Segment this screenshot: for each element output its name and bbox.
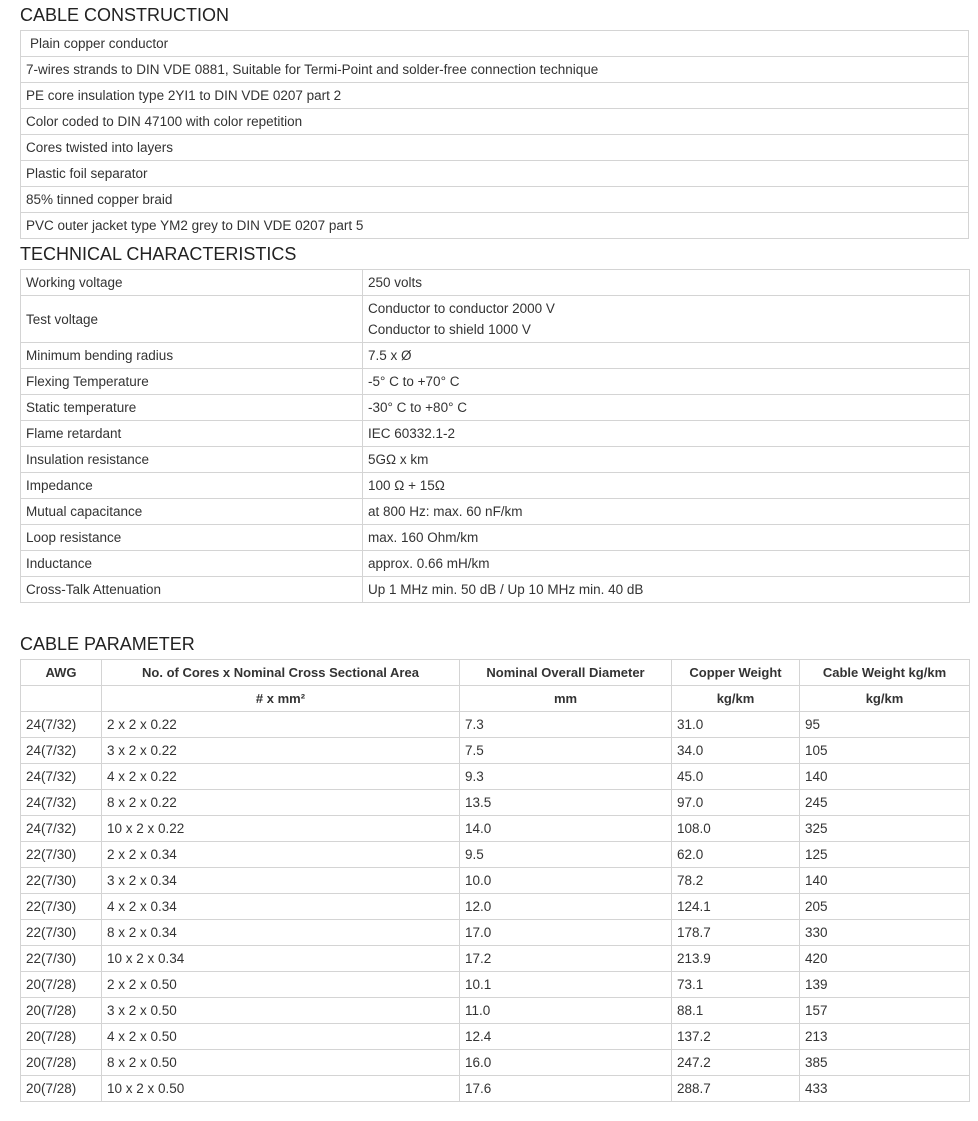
copper-weight-cell: 45.0 [672, 764, 800, 790]
awg-cell: 20(7/28) [21, 1076, 102, 1102]
table-row [21, 920, 970, 946]
construction-cell: PE core insulation type 2YI1 to DIN VDE 0207 part 2 [21, 83, 969, 109]
cores-cell: 8 x 2 x 0.22 [102, 790, 460, 816]
table-row [21, 551, 970, 577]
table-row [21, 447, 970, 473]
tech-label: Working voltage [21, 270, 363, 296]
column-header-diameter: Nominal Overall Diameter [460, 660, 672, 686]
cable-parameter-heading: CABLE PARAMETER [20, 634, 195, 654]
technical-characteristics-heading: TECHNICAL CHARACTERISTICS [20, 244, 297, 264]
diameter-cell: 17.0 [460, 920, 672, 946]
cable-weight-cell: 213 [800, 1024, 970, 1050]
section-spacer [20, 603, 969, 629]
table-row [21, 712, 970, 738]
copper-weight-cell: 97.0 [672, 790, 800, 816]
table-row [21, 187, 969, 213]
cores-cell: 10 x 2 x 0.22 [102, 816, 460, 842]
awg-cell: 22(7/30) [21, 894, 102, 920]
awg-cell: 22(7/30) [21, 842, 102, 868]
tech-value: at 800 Hz: max. 60 nF/km [363, 499, 970, 525]
copper-weight-cell: 178.7 [672, 920, 800, 946]
table-row [21, 421, 970, 447]
tech-value: 5GΩ x km [363, 447, 970, 473]
table-row [21, 57, 969, 83]
diameter-cell: 16.0 [460, 1050, 672, 1076]
diameter-cell: 17.2 [460, 946, 672, 972]
table-row [21, 135, 969, 161]
tech-label: Flame retardant [21, 421, 363, 447]
construction-cell: Cores twisted into layers [21, 135, 969, 161]
construction-cell: Color coded to DIN 47100 with color repetition [21, 109, 969, 135]
diameter-cell: 7.3 [460, 712, 672, 738]
table-row [21, 525, 970, 551]
copper-weight-cell: 137.2 [672, 1024, 800, 1050]
cores-cell: 4 x 2 x 0.34 [102, 894, 460, 920]
awg-cell: 22(7/30) [21, 868, 102, 894]
tech-label: Inductance [21, 551, 363, 577]
table-row [21, 473, 970, 499]
table-row [21, 894, 970, 920]
awg-cell: 20(7/28) [21, 1024, 102, 1050]
construction-cell: Plastic foil separator [21, 161, 969, 187]
header-row [21, 660, 970, 686]
table-row [21, 395, 970, 421]
tech-value [363, 296, 970, 343]
tech-label: Insulation resistance [21, 447, 363, 473]
diameter-cell: 13.5 [460, 790, 672, 816]
technical-characteristics-table [20, 269, 970, 603]
table-row [21, 764, 970, 790]
cable-weight-cell: 139 [800, 972, 970, 998]
cable-weight-cell: 140 [800, 868, 970, 894]
cable-parameter-table [20, 659, 970, 1102]
table-row [21, 868, 970, 894]
column-header-cores: No. of Cores x Nominal Cross Sectional Area [102, 660, 460, 686]
cable-weight-cell: 325 [800, 816, 970, 842]
cable-weight-cell: 105 [800, 738, 970, 764]
awg-cell: 20(7/28) [21, 972, 102, 998]
construction-cell: Plain copper conductor [21, 31, 969, 57]
awg-cell: 24(7/32) [21, 816, 102, 842]
awg-cell: 22(7/30) [21, 920, 102, 946]
unit-diameter: mm [460, 686, 672, 712]
table-row [21, 109, 969, 135]
table-row [21, 816, 970, 842]
cable-weight-cell: 95 [800, 712, 970, 738]
diameter-cell: 9.5 [460, 842, 672, 868]
tech-value: 250 volts [363, 270, 970, 296]
table-row [21, 998, 970, 1024]
diameter-cell: 17.6 [460, 1076, 672, 1102]
copper-weight-cell: 288.7 [672, 1076, 800, 1102]
cable-weight-cell: 330 [800, 920, 970, 946]
cores-cell: 3 x 2 x 0.34 [102, 868, 460, 894]
cores-cell: 10 x 2 x 0.50 [102, 1076, 460, 1102]
diameter-cell: 10.1 [460, 972, 672, 998]
diameter-cell: 10.0 [460, 868, 672, 894]
table-row [21, 790, 970, 816]
construction-cell: 7-wires strands to DIN VDE 0881, Suitable for Termi-Point and solder-free connection technique [21, 57, 969, 83]
cable-weight-cell: 420 [800, 946, 970, 972]
construction-cell: 85% tinned copper braid [21, 187, 969, 213]
unit-cable-weight: kg/km [800, 686, 970, 712]
cable-weight-cell: 245 [800, 790, 970, 816]
table-row [21, 213, 969, 239]
parameter-rows [21, 712, 970, 1102]
cores-cell: 3 x 2 x 0.22 [102, 738, 460, 764]
cable-weight-cell: 125 [800, 842, 970, 868]
cores-cell: 10 x 2 x 0.34 [102, 946, 460, 972]
tech-value: -5° C to +70° C [363, 369, 970, 395]
tech-value: 7.5 x Ø [363, 343, 970, 369]
tech-value: Up 1 MHz min. 50 dB / Up 10 MHz min. 40 dB [363, 577, 970, 603]
table-row [21, 946, 970, 972]
unit-cores: # x mm² [102, 686, 460, 712]
tech-label: Flexing Temperature [21, 369, 363, 395]
unit-awg [21, 686, 102, 712]
table-row [21, 577, 970, 603]
table-row [21, 296, 970, 343]
cable-construction-table [20, 30, 969, 239]
cores-cell: 2 x 2 x 0.22 [102, 712, 460, 738]
table-row [21, 1024, 970, 1050]
tech-value-line: Conductor to conductor 2000 V [368, 301, 555, 316]
copper-weight-cell: 88.1 [672, 998, 800, 1024]
copper-weight-cell: 213.9 [672, 946, 800, 972]
cores-cell: 2 x 2 x 0.50 [102, 972, 460, 998]
tech-value: 100 Ω + 15Ω [363, 473, 970, 499]
table-row [21, 499, 970, 525]
table-row [21, 270, 970, 296]
tech-label: Mutual capacitance [21, 499, 363, 525]
cable-weight-cell: 385 [800, 1050, 970, 1076]
cores-cell: 3 x 2 x 0.50 [102, 998, 460, 1024]
cores-cell: 4 x 2 x 0.50 [102, 1024, 460, 1050]
awg-cell: 24(7/32) [21, 764, 102, 790]
table-row [21, 972, 970, 998]
table-row [21, 369, 970, 395]
cable-weight-cell: 157 [800, 998, 970, 1024]
cores-cell: 8 x 2 x 0.34 [102, 920, 460, 946]
table-row [21, 31, 969, 57]
table-row [21, 1050, 970, 1076]
tech-label: Impedance [21, 473, 363, 499]
tech-value: max. 160 Ohm/km [363, 525, 970, 551]
awg-cell: 20(7/28) [21, 998, 102, 1024]
tech-value: approx. 0.66 mH/km [363, 551, 970, 577]
copper-weight-cell: 78.2 [672, 868, 800, 894]
tech-label: Minimum bending radius [21, 343, 363, 369]
unit-copper-weight: kg/km [672, 686, 800, 712]
units-row [21, 686, 970, 712]
tech-label: Static temperature [21, 395, 363, 421]
diameter-cell: 7.5 [460, 738, 672, 764]
table-row [21, 83, 969, 109]
diameter-cell: 14.0 [460, 816, 672, 842]
cores-cell: 4 x 2 x 0.22 [102, 764, 460, 790]
cable-construction-heading: CABLE CONSTRUCTION [20, 5, 230, 25]
table-row [21, 738, 970, 764]
copper-weight-cell: 247.2 [672, 1050, 800, 1076]
cable-weight-cell: 140 [800, 764, 970, 790]
copper-weight-cell: 31.0 [672, 712, 800, 738]
cable-weight-cell: 433 [800, 1076, 970, 1102]
diameter-cell: 12.0 [460, 894, 672, 920]
table-row [21, 842, 970, 868]
column-header-awg: AWG [21, 660, 102, 686]
column-header-cable-weight: Cable Weight kg/km [800, 660, 970, 686]
table-row [21, 343, 970, 369]
tech-value: -30° C to +80° C [363, 395, 970, 421]
tech-value: IEC 60332.1-2 [363, 421, 970, 447]
diameter-cell: 12.4 [460, 1024, 672, 1050]
copper-weight-cell: 62.0 [672, 842, 800, 868]
cores-cell: 8 x 2 x 0.50 [102, 1050, 460, 1076]
tech-value-line: Conductor to shield 1000 V [368, 322, 531, 337]
copper-weight-cell: 108.0 [672, 816, 800, 842]
table-row [21, 161, 969, 187]
awg-cell: 20(7/28) [21, 1050, 102, 1076]
copper-weight-cell: 34.0 [672, 738, 800, 764]
awg-cell: 24(7/32) [21, 738, 102, 764]
cable-weight-cell: 205 [800, 894, 970, 920]
tech-label: Test voltage [21, 296, 363, 343]
tech-label: Loop resistance [21, 525, 363, 551]
cores-cell: 2 x 2 x 0.34 [102, 842, 460, 868]
tech-label: Cross-Talk Attenuation [21, 577, 363, 603]
table-row [21, 1076, 970, 1102]
copper-weight-cell: 73.1 [672, 972, 800, 998]
diameter-cell: 11.0 [460, 998, 672, 1024]
awg-cell: 22(7/30) [21, 946, 102, 972]
construction-cell: PVC outer jacket type YM2 grey to DIN VDE 0207 part 5 [21, 213, 969, 239]
copper-weight-cell: 124.1 [672, 894, 800, 920]
diameter-cell: 9.3 [460, 764, 672, 790]
awg-cell: 24(7/32) [21, 712, 102, 738]
column-header-copper-weight: Copper Weight [672, 660, 800, 686]
awg-cell: 24(7/32) [21, 790, 102, 816]
